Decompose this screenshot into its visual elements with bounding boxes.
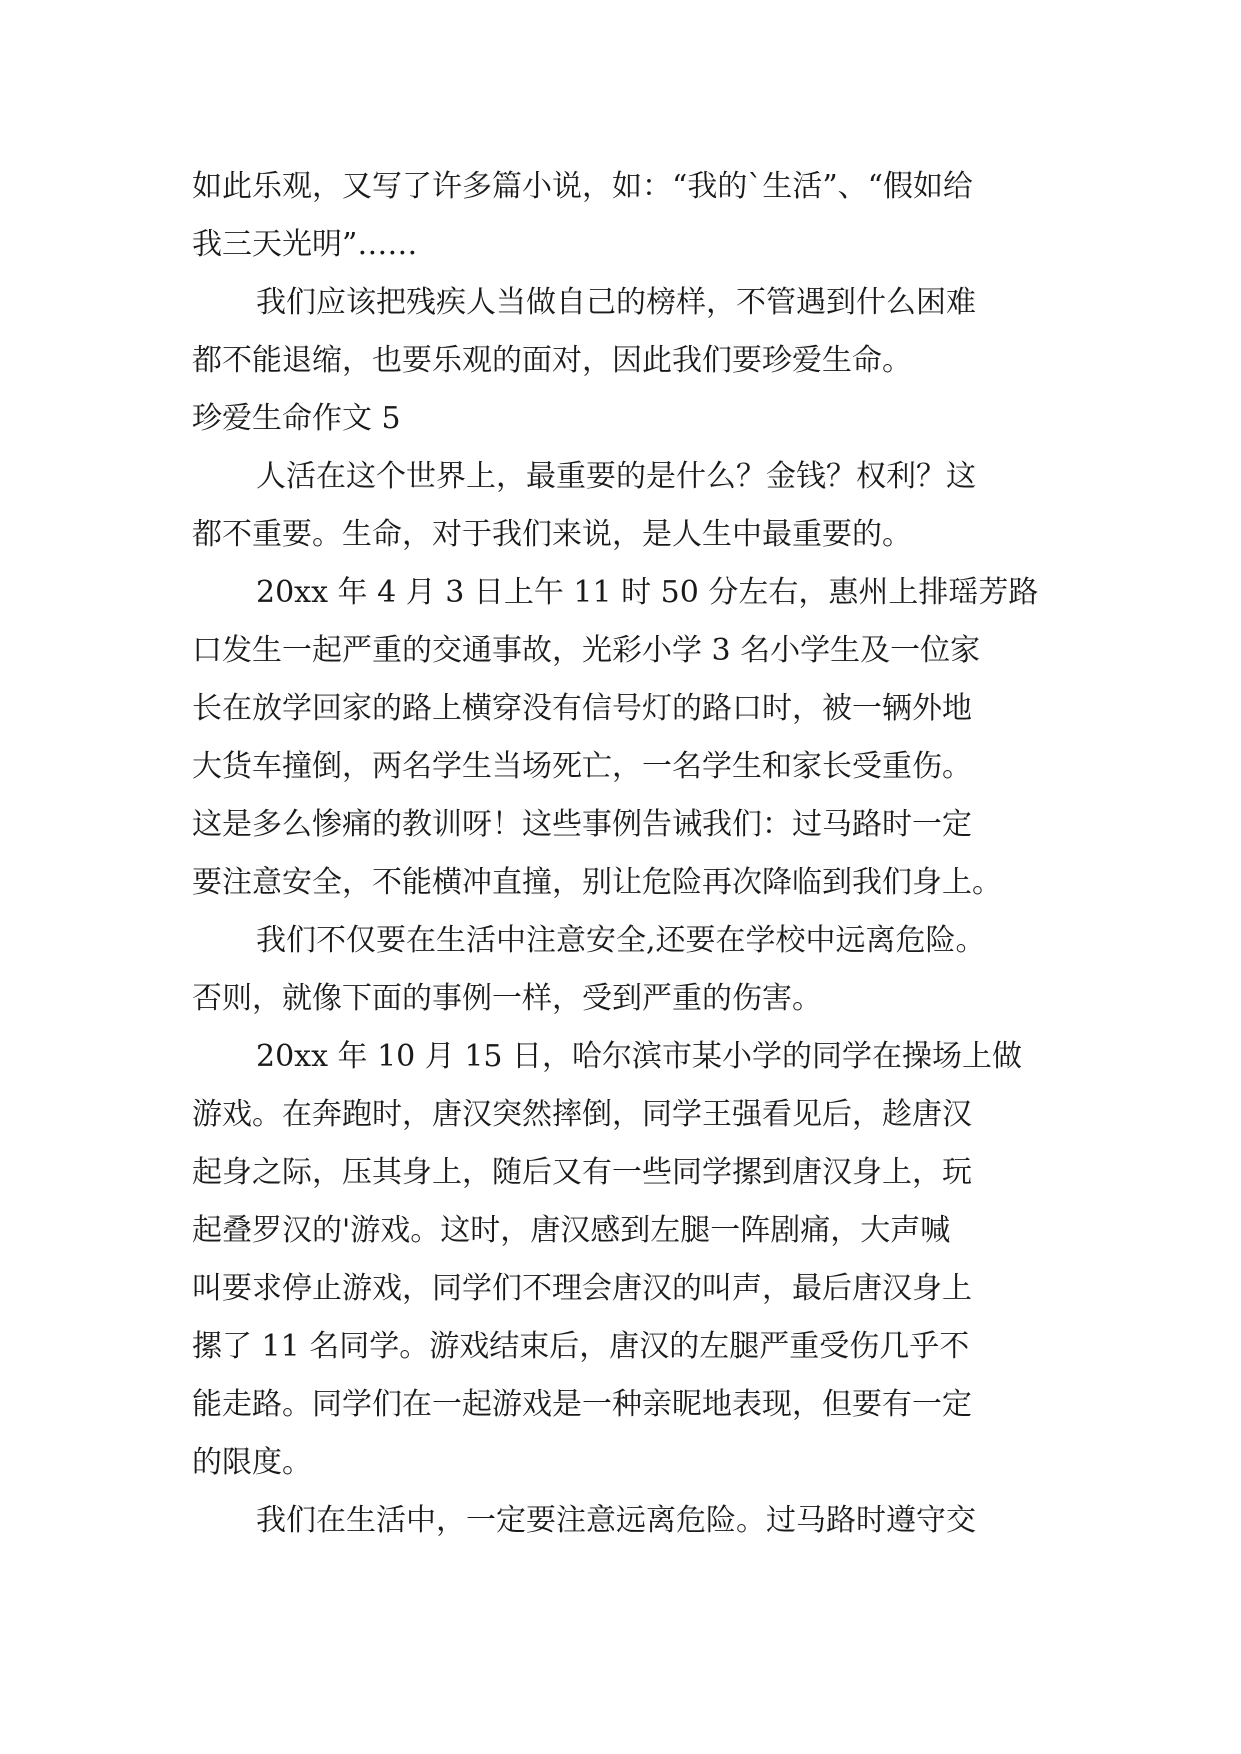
text-line: 摞了 11 名同学。游戏结束后，唐汉的左腿严重受伤几乎不 bbox=[192, 1329, 970, 1364]
text-line: 我们在生活中，一定要注意远离危险。过马路时遵守交 bbox=[256, 1503, 976, 1538]
text-line: 我三天光明”…… bbox=[192, 227, 418, 262]
text-line: 我们应该把残疾人当做自己的榜样，不管遇到什么困难 bbox=[256, 285, 976, 320]
text-line: 游戏。在奔跑时，唐汉突然摔倒，同学王强看见后，趁唐汉 bbox=[192, 1097, 972, 1132]
text-line: 人活在这个世界上，最重要的是什么？金钱？权利？这 bbox=[256, 459, 976, 494]
text-line: 20xx 年 4 月 3 日上午 11 时 50 分左右，惠州上排瑶芳路 bbox=[256, 575, 1039, 610]
text-line: 否则，就像下面的事例一样，受到严重的伤害。 bbox=[192, 981, 822, 1016]
text-line: 都不重要。生命，对于我们来说，是人生中最重要的。 bbox=[192, 517, 912, 552]
section-heading: 珍爱生命作文 5 bbox=[192, 401, 401, 436]
document-body bbox=[192, 158, 1072, 1550]
text-line: 都不能退缩，也要乐观的面对，因此我们要珍爱生命。 bbox=[192, 343, 912, 378]
text-line: 这是多么惨痛的教训呀！这些事例告诫我们：过马路时一定 bbox=[192, 807, 972, 842]
text-line: 的限度。 bbox=[192, 1445, 312, 1480]
text-line: 口发生一起严重的交通事故，光彩小学 3 名小学生及一位家 bbox=[192, 633, 981, 668]
text-line: 起叠罗汉的'游戏。这时，唐汉感到左腿一阵剧痛，大声喊 bbox=[192, 1213, 951, 1248]
text-line: 起身之际，压其身上，随后又有一些同学摞到唐汉身上，玩 bbox=[192, 1155, 972, 1190]
text-line: 我们不仅要在生活中注意安全,还要在学校中远离危险。 bbox=[256, 923, 986, 958]
text-line: 如此乐观，又写了许多篇小说，如：“我的`生活”、“假如给 bbox=[192, 169, 974, 204]
text-line: 叫要求停止游戏，同学们不理会唐汉的叫声，最后唐汉身上 bbox=[192, 1271, 972, 1306]
text-line: 20xx 年 10 月 15 日，哈尔滨市某小学的同学在操场上做 bbox=[256, 1039, 1023, 1074]
text-line: 能走路。同学们在一起游戏是一种亲昵地表现，但要有一定 bbox=[192, 1387, 972, 1422]
text-line: 要注意安全，不能横冲直撞，别让危险再次降临到我们身上。 bbox=[192, 865, 1002, 900]
text-line: 大货车撞倒，两名学生当场死亡，一名学生和家长受重伤。 bbox=[192, 749, 972, 784]
text-line: 长在放学回家的路上横穿没有信号灯的路口时，被一辆外地 bbox=[192, 691, 972, 726]
